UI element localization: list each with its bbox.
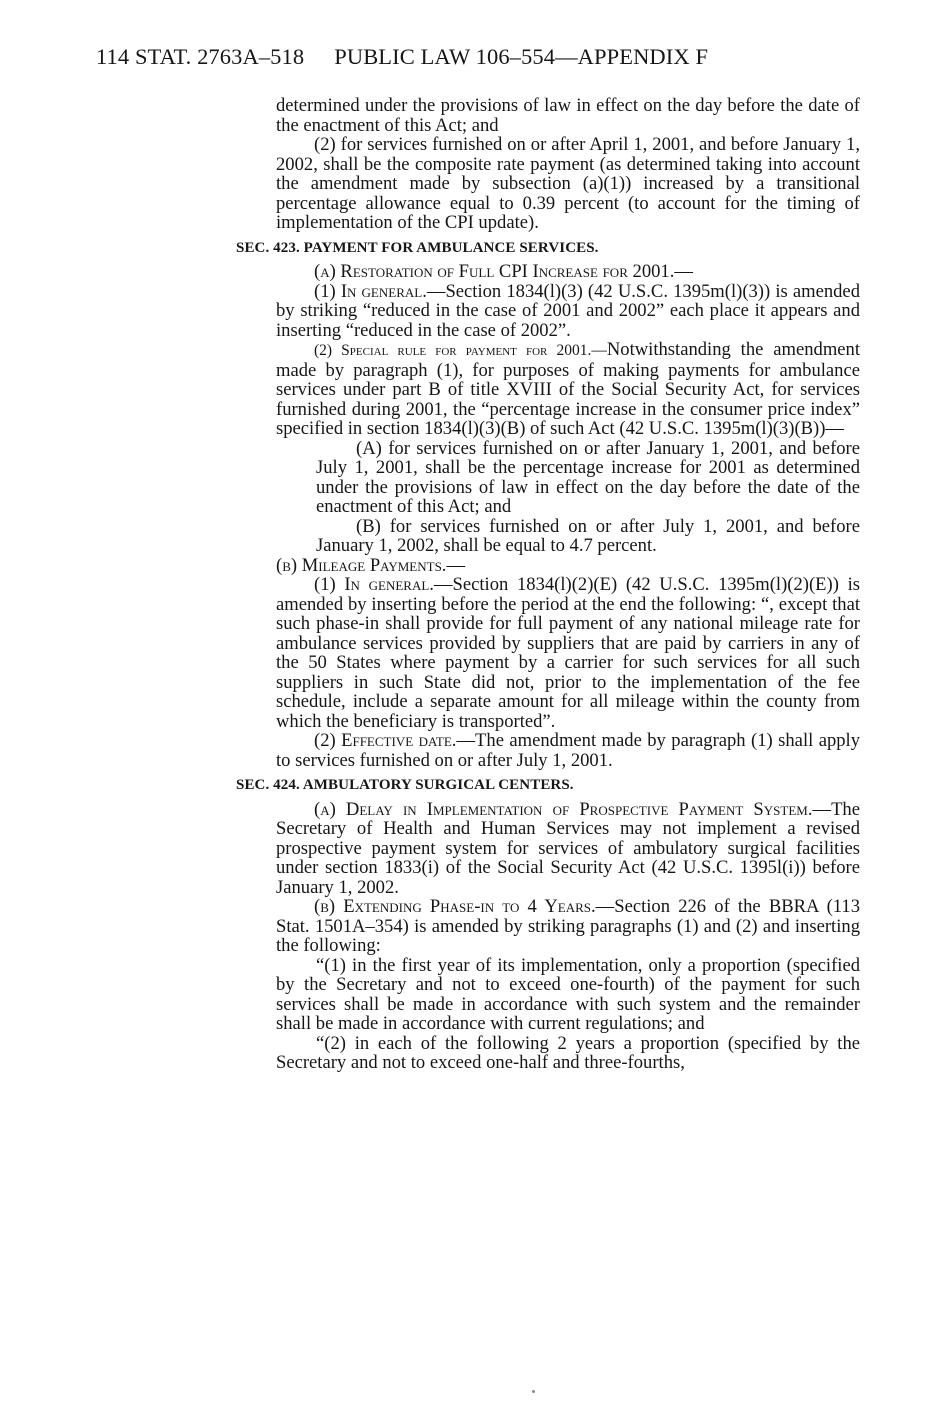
subsection-a-title: (a) Restoration of Full CPI Increase for 2001.— bbox=[314, 261, 693, 282]
quoted-paragraph-1: “(1) in the first year of its implementation, only a proportion (specified by the Secretary and not to exceed one-fourth) of the payment for such services shall be made in accordance with such system and the remainder shall be made in accordance with current regulations; and bbox=[276, 954, 860, 1034]
section-423-heading: SEC. 423. PAYMENT FOR AMBULANCE SERVICES. bbox=[236, 239, 599, 256]
subsection-b-title: (b) Mileage Payments.— bbox=[276, 554, 466, 576]
statute-citation: 114 STAT. 2763A–518 bbox=[96, 44, 305, 69]
subsection-a-heading bbox=[276, 262, 860, 282]
section-424-subsection-b bbox=[276, 897, 860, 956]
paragraph-2: (2) for services furnished on or after April 1, 2001, and before January 1, 2002, shall be the composite rate payment (as determined taking into account the amendment made by subsection (a)(1)) increased by a transitional percentage allowance equal to 0.39 percent (to account for the timing of implementation of the CPI update). bbox=[276, 134, 860, 233]
section-424-subsection-b-heading: (b) Extending Phase-in to 4 Years.— bbox=[314, 896, 615, 917]
quoted-paragraph-2: “(2) in each of the following 2 years a proportion (specified by the Secretary and not to exceed one-half and three-fourths, bbox=[276, 1032, 860, 1073]
paragraph-b1 bbox=[276, 575, 860, 731]
section-424-heading: SEC. 424. AMBULATORY SURGICAL CENTERS. bbox=[236, 777, 574, 793]
page-header-title: PUBLIC LAW 106–554—APPENDIX F bbox=[334, 44, 709, 69]
section-424-subsection-a-heading: (a) Delay in Implementation of Prospective Payment System.— bbox=[314, 798, 832, 820]
paragraph-b2-heading: (2) Effective date.— bbox=[314, 730, 476, 751]
paragraph-a1 bbox=[276, 282, 860, 341]
paragraph-a2 bbox=[276, 340, 860, 439]
paragraph-b1-heading: (1) In general.— bbox=[314, 574, 453, 595]
paragraph-b2-text: The amendment made by paragraph (1) shall apply to services furnished on or after July 1, 2001. bbox=[276, 730, 861, 771]
scan-speck bbox=[532, 1390, 535, 1393]
paragraph-a2-heading: (2) Special rule for payment for 2001.— bbox=[314, 342, 607, 359]
section-424-subsection-a-text: The Secretary of Health and Human Services may not implement a revised prospective payment system for services of ambulatory surgical facilities under section 1833(i) of the Social Security Act (42 U.S.C. 1395l(i)) before January 1, 2002. bbox=[276, 798, 860, 898]
section-424-subsection-a bbox=[276, 800, 860, 898]
paragraph-b1-text: Section 1834(l)(2)(E) (42 U.S.C. 1395m(l)(2)(E)) is amended by inserting before the period at the end the following: “, except that such phase-in shall provide for full payment of any national mileage rate for ambulance services provided by suppliers that are paid by carriers in any of the 50 States where payment by a carrier for such services for all such suppliers in such State did not, prior to the implementation of the fee schedule, include a separate amount for all mileage within the county from which the beneficiary is transported”. bbox=[276, 574, 860, 732]
subparagraph-A: (A) for services furnished on or after January 1, 2001, and before July 1, 2001, shall be the percentage increase for 2001 as determined under the provisions of law in effect on the day before the date of the enactment of this Act; and bbox=[316, 437, 860, 517]
paragraph-a2-text: Notwithstanding the amendment made by paragraph (1), for purposes of making payments for ambulance services under part B of title XVIII of the Social Security Act, for services furnished during 2001, the “percentage increase in the consumer price index” specified in section 1834(l)(3)(B) of such Act (42 U.S.C. 1395m(l)(3)(B))— bbox=[276, 339, 861, 439]
paragraph-b2 bbox=[276, 731, 860, 770]
paragraph-continuation: determined under the provisions of law in effect on the day before the date of the enactment of this Act; and bbox=[276, 95, 860, 136]
subparagraph-B: (B) for services furnished on or after July 1, 2001, and before January 1, 2002, shall be equal to 4.7 percent. bbox=[316, 515, 860, 556]
document-body bbox=[236, 95, 861, 1073]
paragraph-a1-text: Section 1834(l)(3) (42 U.S.C. 1395m(l)(3)) is amended by striking “reduced in the case of 2001 and 2002” each place it appears and inserting “reduced in the case of 2002”. bbox=[276, 280, 860, 341]
subsection-b-heading bbox=[276, 556, 860, 576]
section-424-subsection-b-text: Section 226 of the BBRA (113 Stat. 1501A–354) is amended by striking paragraphs (1) and (2) and inserting the following: bbox=[276, 896, 860, 956]
running-head bbox=[96, 44, 708, 70]
paragraph-a1-heading: (1) In general.— bbox=[314, 280, 446, 302]
